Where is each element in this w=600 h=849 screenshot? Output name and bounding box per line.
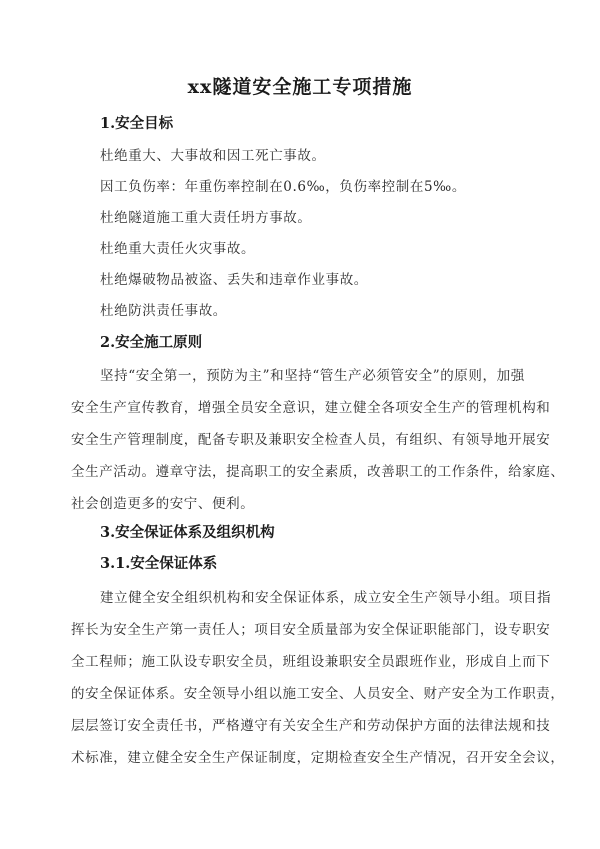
goal-item: 杜绝爆破物品被盗、丢失和违章作业事故。 [100,272,368,288]
document-title: xx隧道安全施工专项措施 [187,76,413,98]
section-heading-safety-principles: 2.安全施工原则 [100,334,203,351]
paragraph-line: 挥长为安全生产第一责任人；项目安全质量部为安全保证职能部门，设专职安 [71,622,551,638]
paragraph-line: 层层签订安全责任书，严格遵守有关安全生产和劳动保护方面的法律法规和技 [71,718,551,734]
paragraph-line: 安全生产宣传教育，增强全员安全意识，建立健全各项安全生产的管理机构和 [71,400,551,416]
subsection-heading-safety-guarantee: 3.1.安全保证体系 [100,555,218,572]
goal-item: 杜绝防洪责任事故。 [100,303,227,319]
paragraph-line: 坚持“安全第一，预防为主”和坚持“管生产必须管安全”的原则，加强 [100,368,525,384]
paragraph-line: 全生产活动。遵章守法，提高职工的安全素质，改善职工的工作条件，给家庭、 [71,464,565,480]
paragraph-line: 术标准，建立健全安全生产保证制度，定期检查安全生产情况，召开安全会议， [71,750,565,766]
paragraph-line: 全工程师；施工队设专职安全员，班组设兼职安全员跟班作业，形成自上而下 [71,654,551,670]
paragraph-line: 安全生产管理制度，配备专职及兼职安全检查人员，有组织、有领导地开展安 [71,432,551,448]
goal-item: 杜绝隧道施工重大责任坍方事故。 [100,210,312,226]
section-heading-safety-system: 3.安全保证体系及组织机构 [100,524,275,541]
paragraph-line: 社会创造更多的安宁、便利。 [71,496,255,512]
paragraph-line: 的安全保证体系。安全领导小组以施工安全、人员安全、财产安全为工作职责， [71,686,565,702]
paragraph-line: 建立健全安全组织机构和安全保证体系，成立安全生产领导小组。项目指 [100,590,552,606]
goal-item: 杜绝重大责任火灾事故。 [100,241,256,257]
goal-item: 杜绝重大、大事故和因工死亡事故。 [100,148,326,164]
section-heading-safety-goals: 1.安全目标 [100,115,174,132]
goal-item: 因工负伤率：年重伤率控制在0.6‰，负伤率控制在5‰。 [100,179,466,195]
